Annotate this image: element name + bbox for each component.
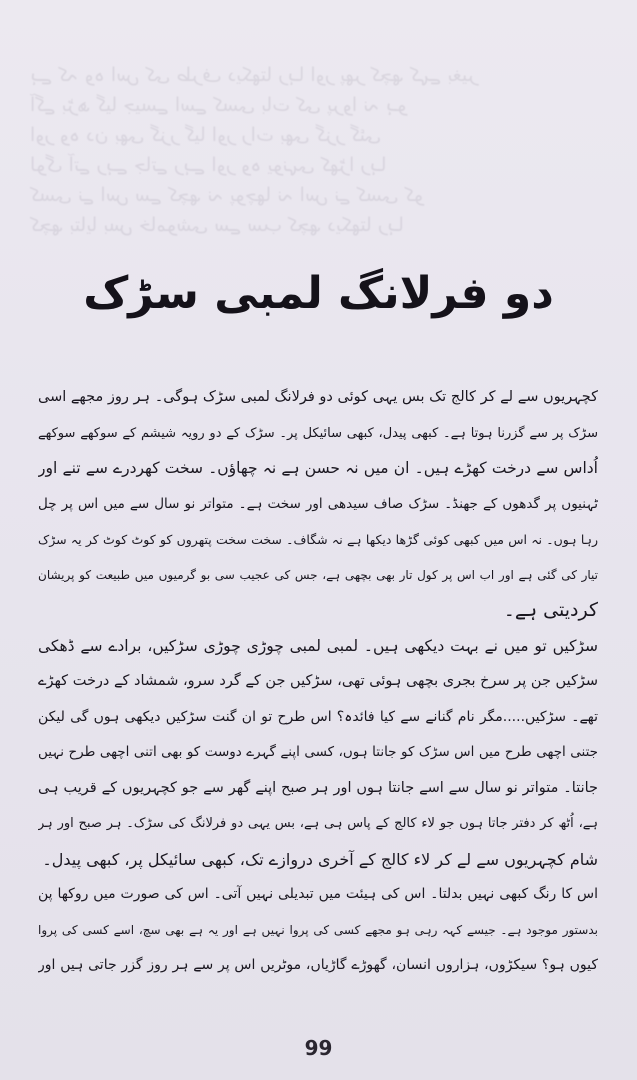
- page-number: 99: [304, 1036, 333, 1060]
- bleed-line: کسی نے اس سے کچھ نہ پوچھا نہ اس نے کسی کو: [30, 184, 424, 206]
- chapter-title: دو فرلانگ لمبی سڑک: [83, 268, 554, 319]
- bleed-through-text: [30, 60, 590, 240]
- text-line: تیار کی گئی ہے اور اب اس پر کول تار بھی بچھی ہے، جس کی عجیب سی بو گرمیوں میں طبیعت کو پریشان: [38, 567, 598, 582]
- text-line: جتنی اچھی طرح میں اس سڑک کو جانتا ہوں، کسی اپنے گہرے دوست کو بھی اتنی اچھی طرح نہیں: [38, 744, 598, 760]
- text-line: بدستور موجود ہے۔ جیسے کہہ رہی ہو مجھے کسی کی پروا نہیں ہے اور یہ ہے بھی سچ، اسے کسی کی پروا: [38, 922, 598, 937]
- text-line: تھے۔ سڑکیں.....مگر نام گنانے سے کیا فائدہ؟ اس طرح تو ان گنت سڑکیں دیکھی ہوں گی لیکن: [38, 708, 598, 725]
- text-line: شام کچہریوں سے لے کر لاء کالج کے آخری دروازے تک، کبھی سائیکل پر، کبھی پیدل۔: [42, 849, 598, 869]
- text-line: کچہریوں سے لے کر کالج تک بس یہی کوئی دو فرلانگ لمبی سڑک ہوگی۔ ہر روز مجھے اسی: [38, 389, 598, 405]
- text-line: ہے، اُٹھ کر دفتر جاتا ہوں جو لاء کالج کے پاس ہی ہے، بس یہی دو فرلانگ کی سڑک۔ ہر صبح اور ہر: [38, 816, 598, 831]
- text-line: اُداس سے درخت کھڑے ہیں۔ ان میں نہ حسن ہے نہ چھاؤں۔ سخت کھردرے سے تنے اور: [38, 459, 598, 477]
- text-line: جانتا۔ متواتر نو سال سے اسے جانتا ہوں اور ہر صبح اپنے گھر سے جو کچہریوں کے قریب ہی: [38, 779, 598, 796]
- text-line: اس کا رنگ کبھی نہیں بدلتا۔ اس کی ہیئت میں تبدیلی نہیں آتی۔ اس کی صورت میں روکھا پن: [38, 886, 598, 902]
- bleed-line: لوگ آتے رہے جاتے رہے اور وہ یونہی کھڑا رہا: [30, 154, 387, 176]
- bleed-line: ہے کہ وہ اس کی طرف دیکھتا رہا اور پھر کچھ کہے بغیر: [30, 64, 478, 86]
- text-line: سڑکیں تو میں نے بہت دیکھی ہیں۔ لمبی لمبی چوڑی چوڑی سڑکیں، برادے سے ڈھکی: [38, 636, 598, 655]
- text-line: سڑکیں جن پر سرخ بجری بچھی ہوئی تھی، سڑکیں جن کے گرد سرو، شمشاد کے درخت کھڑے: [38, 673, 598, 689]
- text-line: کیوں ہو؟ سیکڑوں، ہزاروں انسان، گھوڑے گاڑیاں، موٹریں اس پر سے ہر روز گزر جاتی ہیں اور: [38, 957, 598, 973]
- text-line: کردیتی ہے۔: [503, 599, 598, 621]
- text-line: ٹہنیوں پر گدھوں کے جھنڈ۔ سڑک صاف سیدھی اور سخت ہے۔ متواتر نو سال سے میں اس پر چل: [38, 495, 598, 512]
- chapter-body: [38, 380, 598, 984]
- bleed-line: کچھ بتایا بس خاموشی سے سب کچھ دیکھتا رہا: [30, 214, 404, 236]
- bleed-line: اور وہ دن بھی گزر گیا اور رات بھی گزر گئی: [30, 124, 382, 146]
- text-line: رہا ہوں۔ نہ اس میں کبھی کوئی گڑھا دیکھا ہے نہ شگاف۔ سخت سخت پتھروں کو کوٹ کوٹ کر یہ سڑک: [38, 532, 598, 547]
- bleed-line: آگے بڑھ گیا جیسے اسے کسی بات کی پروا نہ ہو: [30, 94, 407, 116]
- text-line: سڑک پر سے گزرنا ہوتا ہے۔ کبھی پیدل، کبھی سائیکل پر۔ سڑک کے دو رویہ شیشم کے سوکھے سوکھے: [38, 425, 598, 441]
